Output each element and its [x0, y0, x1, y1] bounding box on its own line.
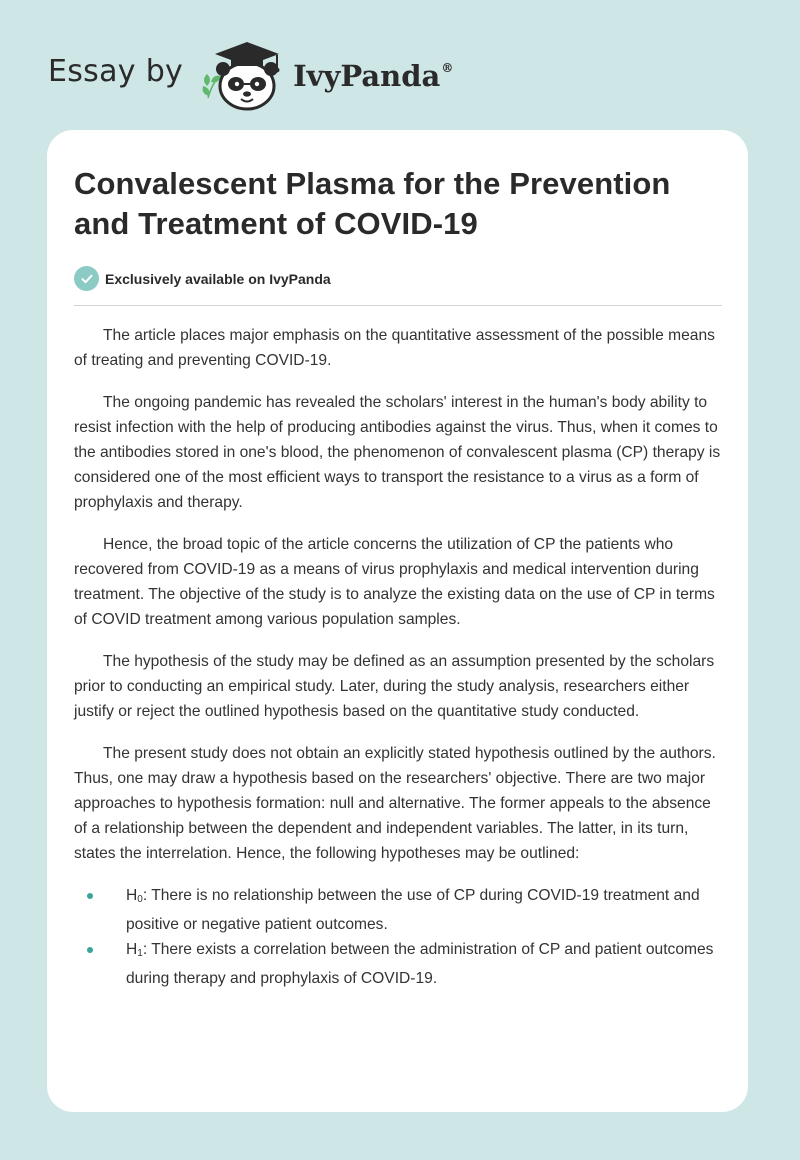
paragraph: The hypothesis of the study may be defined as an assumption presented by the scholars prior to conducting an empirical study. Later, during the study analysis, researchers either justify or reject the outlined hypothesis based on the quantitative study conducted.: [74, 653, 715, 720]
hypotheses-list: [74, 883, 722, 991]
paragraph: Hence, the broad topic of the article concerns the utilization of CP the patients who recovered from COVID-19 as a means of virus prophylaxis and medical intervention during treatment. The objective of the study is to analyze the existing data on the use of CP in terms of COVID treatment among various population samples.: [74, 536, 715, 628]
hypothesis-label: H: [126, 887, 138, 904]
list-item: [74, 883, 722, 937]
badge-label: Exclusively available on IvyPanda: [105, 270, 331, 287]
bullet-dot-icon: [87, 947, 93, 953]
list-item: [74, 937, 722, 991]
essay-by-label: Essay by: [48, 53, 184, 89]
essay-card: [47, 130, 748, 1112]
brand-name[interactable]: IvyPanda®: [293, 59, 454, 93]
bullet-dot-icon: [87, 893, 93, 899]
panda-graduation-cap-logo-icon[interactable]: [197, 36, 289, 112]
exclusive-badge: [74, 266, 722, 306]
paragraph: The article places major emphasis on the quantitative assessment of the possible means of treating and preventing COVID-19.: [74, 327, 715, 369]
page-title: Convalescent Plasma for the Prevention and Treatment of COVID-19: [74, 166, 671, 241]
hypothesis-text: : There is no relationship between the use of CP during COVID-19 treatment and positive or negative patient outcomes.: [126, 887, 700, 933]
paragraph: The ongoing pandemic has revealed the scholars' interest in the human's body ability to resist infection with the help of producing antibodies against the virus. Thus, when it comes to the antibodies stored in one's blood, the phenomenon of convalescent plasma (CP) therapy is considered one of the most efficient ways to transport the resistance to a virus as a form of prophylaxis and therapy.: [74, 394, 721, 511]
hypothesis-subscript: 0: [137, 894, 143, 905]
paragraph: The present study does not obtain an explicitly stated hypothesis outlined by the authors. Thus, one may draw a hypothesis based on the researchers' objective. There are two major approaches to hypothesis formation: null and alternative. The former appeals to the absence of a relationship between the dependent and independent variables. The latter, in its turn, states the interrelation. Hence, the following hypotheses may be outlined:: [74, 745, 716, 862]
article-body: [74, 323, 722, 991]
registered-mark: ®: [441, 61, 454, 75]
hypothesis-subscript: 1: [137, 948, 143, 959]
hypothesis-text: : There exists a correlation between the administration of CP and patient outcomes during therapy and prophylaxis of COVID-19.: [126, 941, 714, 987]
hypothesis-label: H: [126, 941, 138, 958]
site-header: [48, 34, 453, 114]
check-icon: [74, 266, 99, 291]
